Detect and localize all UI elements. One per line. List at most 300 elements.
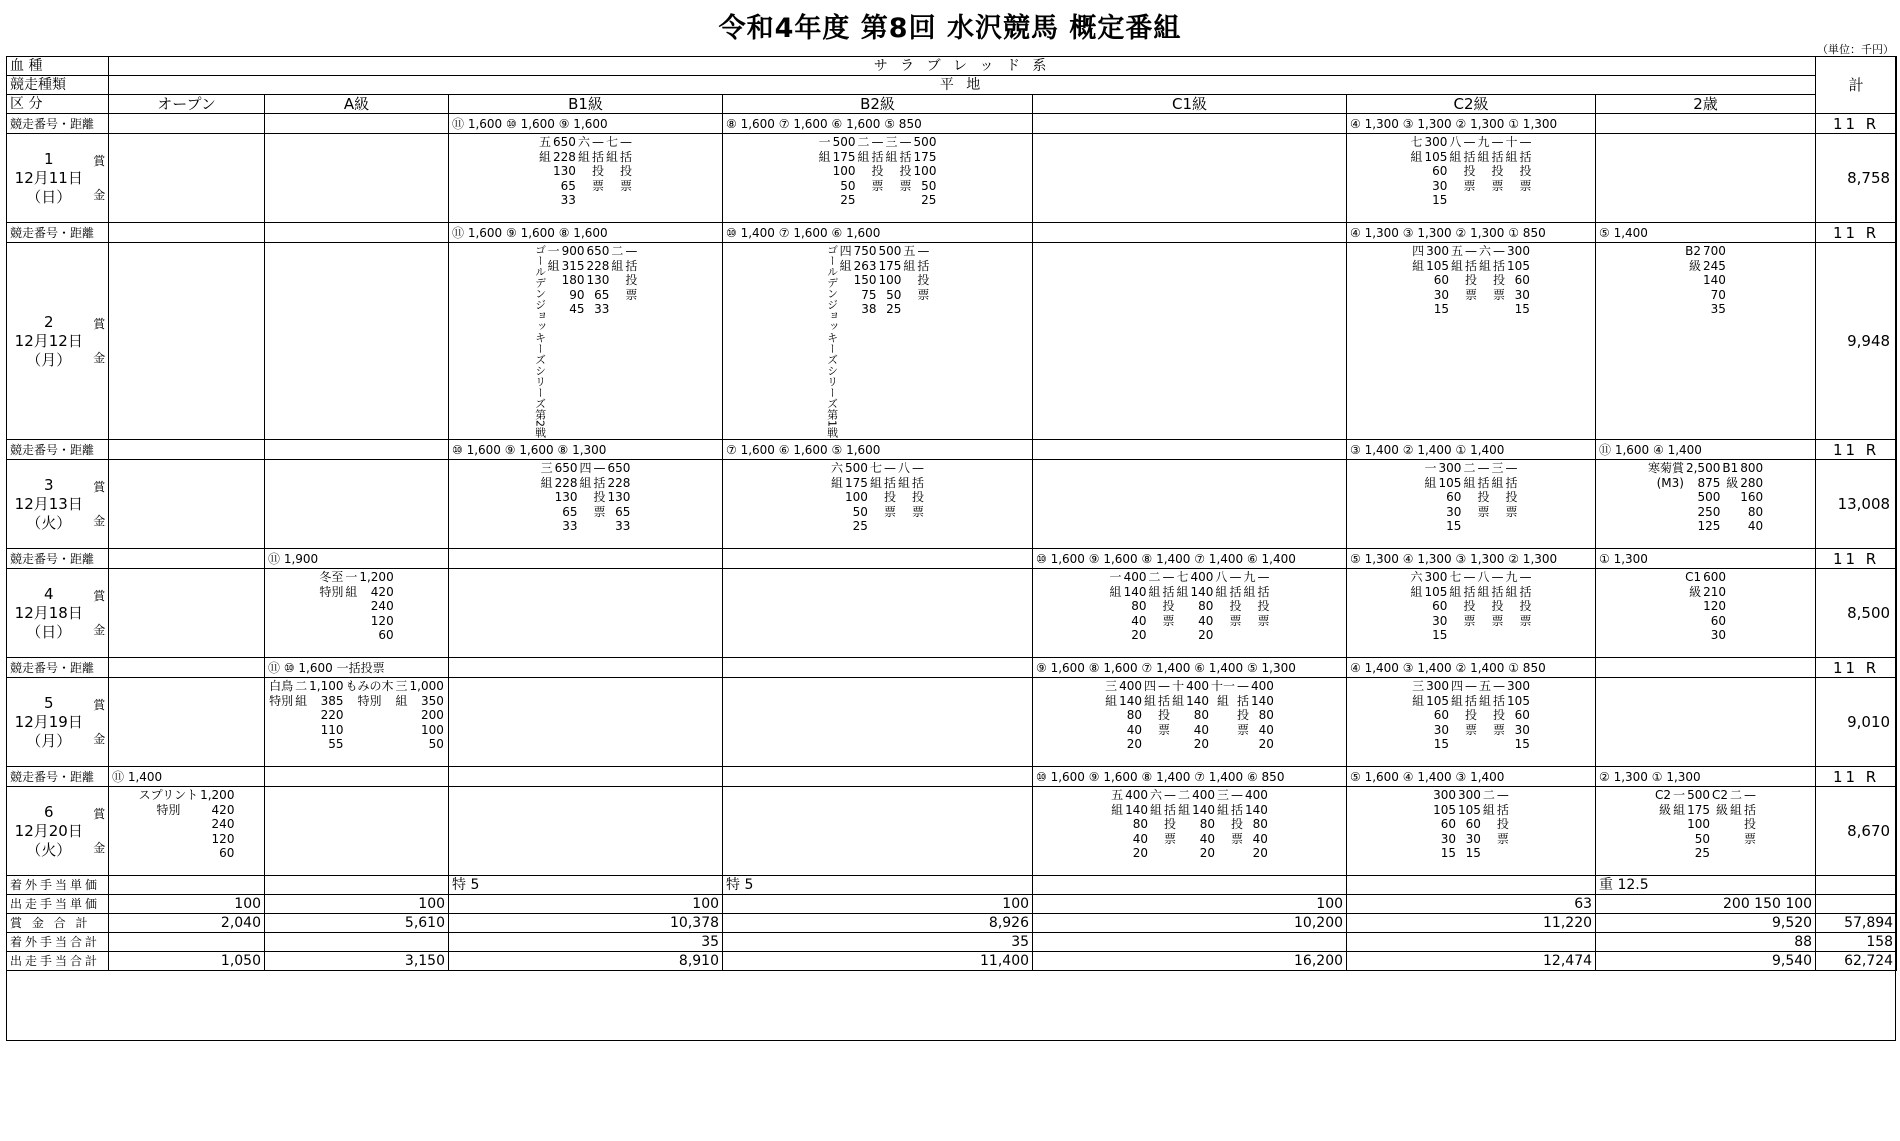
prize-note-char: 二 [1483,788,1495,803]
prize-amount: 228 [553,150,576,165]
summary-value: 10,200 [1033,914,1347,933]
prize-note-char: 五 [1479,679,1491,694]
prize-amount: 100 [410,723,444,738]
summary-label: 着外手当合計 [7,933,109,952]
prize-note-char: 冬至 [319,570,343,585]
prize-amount: 2,500 [1686,461,1720,476]
prize-note-char: 九 [1477,135,1489,150]
prize-note-char: 十 [1505,135,1517,150]
prize-note-char: 一 [819,135,831,150]
prize-note-char: 二 [1730,788,1742,803]
race-distances: ① 1,300 [1596,549,1816,569]
prize-amount: 420 [359,585,393,600]
prize-amount: 60 [1507,708,1530,723]
prize-note-char: 括 [620,150,632,165]
prize-marker-top: 賞 [93,797,107,831]
prize-note-char: 組 [1177,585,1189,600]
race-distances: ⑪ 1,600 ④ 1,400 [1596,440,1816,460]
prize-amount: 110 [309,723,343,738]
prize-amount: 175 [833,150,856,165]
prize-note-char: — [1493,244,1505,259]
prize-note-char: 組 [539,150,551,165]
prize-amount: 50 [833,179,856,194]
prize-note-char: 括 [900,150,912,165]
prize-note-char: 十 [1172,679,1184,694]
prize-amount: 263 [854,259,877,274]
prize-amount: 100 [879,273,902,288]
prize-note-char: 投 [912,490,924,505]
prize-note-char: 票 [594,505,606,520]
day-date: 12月12日 [9,332,89,351]
prize-amount: 420 [200,803,234,818]
prize-amount: 20 [1191,628,1214,643]
summary-value: 5,610 [265,914,449,933]
prize-note-char: — [592,135,604,150]
distance-label: 競走番号・距離 [7,549,109,569]
prize-amount: 140 [1119,694,1142,709]
prize-note-char: 括 [1493,694,1505,709]
prize-note-char: 括 [1465,259,1477,274]
prize-note-char: 七 [1411,135,1423,150]
prize-note-char: 組 [396,694,408,709]
prize-note-char: 票 [1463,179,1475,194]
prize-note-char: 組 [1111,803,1123,818]
summary-value: 1,050 [109,952,265,971]
prize-amount: 33 [555,519,578,534]
prize-note-char: 組 [1411,585,1423,600]
prize-amount: 80 [1119,708,1142,723]
prize-amount: 130 [553,164,576,179]
race-count: 11 R [1816,549,1897,569]
prize-note-char: 組 [548,259,560,274]
prize-note-char: 組 [840,259,852,274]
prize-note-char: 組 [1411,150,1423,165]
prize-note-char: 組 [1483,803,1495,818]
prize-note-char: 組 [1449,150,1461,165]
prize-note-char: 特別 [139,803,199,818]
race-distances: ⑪ ⑩ 1,600 一括投票 [265,658,449,678]
prize-amount: 65 [555,505,578,520]
prize-amount: 140 [1125,803,1148,818]
prize-amount: 650 [587,244,610,259]
prize-note-char: 組 [1172,694,1184,709]
prize-marker-bottom: 金 [93,831,107,865]
prize-note-char: — [884,461,896,476]
special-race-name: ゴールデンジョッキーズシリーズ第1戦 [826,244,838,438]
prize-amount: 33 [553,193,576,208]
prize-note-char: 六 [1479,244,1491,259]
summary-label: 賞 金 合 計 [7,914,109,933]
distance-label: 競走番号・距離 [7,767,109,787]
prize-amount: 140 [1186,694,1209,709]
prize-amount: 60 [1425,599,1448,614]
summary-value: 9,520 [1596,914,1816,933]
prize-note-char: 組 [1730,803,1742,818]
prize-note-char: 投 [900,164,912,179]
prize-amount: 160 [1740,490,1763,505]
prize-amount: 140 [1124,585,1147,600]
prize-note-char: — [900,135,912,150]
prize-note-char: 三 [1105,679,1117,694]
prize-note-char: 票 [1491,179,1503,194]
prize-note-char: 一 [1425,461,1437,476]
prize-note-char: 票 [1505,505,1517,520]
prize-amount: 25 [833,193,856,208]
race-distances: ⑪ 1,600 ⑨ 1,600 ⑧ 1,600 [449,223,723,243]
class-heading: B1級 [449,95,723,114]
prize-amount: 50 [410,737,444,752]
prize-amount: 80 [1740,505,1763,520]
race-distances: ⑩ 1,600 ⑨ 1,600 ⑧ 1,400 ⑦ 1,400 ⑥ 1,400 [1033,549,1347,569]
day-dow: （日） [9,188,89,207]
prize-amount: 15 [1426,302,1449,317]
prize-amount: 30 [1507,723,1530,738]
prize-amount: 60 [1425,164,1448,179]
class-heading: 2歳 [1596,95,1816,114]
prize-amount: 105 [1507,694,1530,709]
prize-amount: 80 [1192,817,1215,832]
summary-total: 158 [1816,933,1897,952]
blood-value: サ ラ ブ レ ッ ド 系 [109,57,1816,76]
prize-marker-top: 賞 [93,579,107,613]
prize-note-char: 組 [1148,585,1160,600]
summary-label: 着外手当単価 [7,876,109,895]
class-heading: C2級 [1347,95,1596,114]
prize-note-char: — [625,244,637,259]
distance-label: 競走番号・距離 [7,440,109,460]
prize-note-char: 投 [592,164,604,179]
prize-note-char: 括 [1520,585,1532,600]
prize-amount: 385 [309,694,343,709]
prize-note-char: 括 [1493,259,1505,274]
prize-amount: 150 [854,273,877,288]
summary-value: 12,474 [1347,952,1596,971]
unit-note: （単位：千円） [1817,41,1894,57]
prize-amount: 50 [845,505,868,520]
prize-note-char: 十一 [1211,679,1235,694]
prize-note-char: 票 [1463,614,1475,629]
prize-note-char: 七 [606,135,618,150]
distance-label: 競走番号・距離 [7,658,109,678]
prize-note-char: 票 [872,179,884,194]
prize-note-char: 特別 [269,694,293,709]
prize-note-char: 三 [396,679,408,694]
prize-amount: 65 [553,179,576,194]
prize-amount: 400 [1245,788,1268,803]
prize-amount: 120 [359,614,393,629]
summary-value: 16,200 [1033,952,1347,971]
prize-amount: 25 [845,519,868,534]
prize-note-char: 五 [1451,244,1463,259]
prize-note-char: 四 [1412,244,1424,259]
prize-note-char: 四 [1144,679,1156,694]
prize-amount: 228 [608,476,631,491]
prize-note-char: 票 [1493,288,1505,303]
prize-note-char: 括 [1158,694,1170,709]
prize-marker-bottom: 金 [93,504,107,538]
prize-note-char: 五 [903,244,915,259]
prize-amount: 240 [200,817,234,832]
summary-value: 63 [1347,895,1596,914]
prize-note-char: 票 [1497,832,1509,847]
prize-note-char: 投 [1164,817,1176,832]
prize-amount: 900 [562,244,585,259]
race-distances: ⑦ 1,600 ⑥ 1,600 ⑤ 1,600 [723,440,1033,460]
prize-amount: 80 [1125,817,1148,832]
prize-amount: 140 [1703,273,1726,288]
prize-amount: C2 [1712,788,1728,803]
prize-note-char: 組 [886,150,898,165]
prize-note-char: 組 [1463,476,1475,491]
prize-amount: 80 [1251,708,1274,723]
prize-note-char: 組 [1178,803,1190,818]
prize-note-char: — [1465,679,1477,694]
prize-note-char: 組 [1425,476,1437,491]
prize-note-char: 組 [1144,694,1156,709]
prize-note-char: 括 [1162,585,1174,600]
prize-note-char: 八 [1477,570,1489,585]
prize-amount: 30 [1433,832,1456,847]
prize-amount: 60 [1439,490,1462,505]
prize-note-char: 票 [1493,723,1505,738]
prize-amount: B1 [1722,461,1738,476]
day-dow: （火） [9,514,89,533]
type-value: 平 地 [109,76,1816,95]
prize-note-char: — [1491,135,1503,150]
summary-total: 62,724 [1816,952,1897,971]
race-distances: ⑪ 1,900 [265,549,449,569]
prize-amount: 140 [1251,694,1274,709]
prize-note-char: 括 [1257,585,1269,600]
prize-amount: 650 [608,461,631,476]
prize-amount: 350 [410,694,444,709]
summary-value: 2,040 [109,914,265,933]
prize-amount: 寒菊賞 [1648,461,1684,476]
prize-amount: 80 [1186,708,1209,723]
prize-amount: 228 [555,476,578,491]
day-num: 1 [9,150,89,169]
prize-amount: 70 [1703,288,1726,303]
prize-note-char: 組 [580,476,592,491]
race-count: 11 R [1816,658,1897,678]
prize-amount: 105 [1425,585,1448,600]
prize-amount: 130 [555,490,578,505]
prize-note-char: 組 [1505,150,1517,165]
summary-value: 35 [449,933,723,952]
prize-note-char: 五 [539,135,551,150]
class-heading: C1級 [1033,95,1347,114]
day-date: 12月19日 [9,713,89,732]
prize-note-char: 票 [1520,179,1532,194]
race-distances: ④ 1,300 ③ 1,300 ② 1,300 ① 850 [1347,223,1596,243]
prize-amount: 15 [1507,737,1530,752]
prize-amount: 175 [879,259,902,274]
prize-note-char: — [1465,244,1477,259]
prize-note-char: 投 [1257,599,1269,614]
prize-amount: 60 [1458,817,1481,832]
page-title: 令和4年度 第8回 水沢競馬 概定番組 [0,6,1900,45]
prize-note-char: 投 [1237,708,1249,723]
summary-value: 8,926 [723,914,1033,933]
prize-note-char: 括 [1229,585,1241,600]
prize-amount: 400 [1125,788,1148,803]
prize-note-char: 三 [1491,461,1503,476]
prize-marker-bottom: 金 [93,613,107,647]
prize-note-char: 票 [1465,288,1477,303]
prize-note-char: 投 [917,273,929,288]
prize-amount: 280 [1740,476,1763,491]
prize-amount: 650 [553,135,576,150]
prize-amount: 20 [1119,737,1142,752]
prize-amount: 700 [1703,244,1726,259]
prize-amount: 30 [1426,288,1449,303]
prize-amount: 400 [1124,570,1147,585]
prize-note-char: — [1257,570,1269,585]
summary-value: 200 150 100 [1596,895,1816,914]
day-date: 12月18日 [9,604,89,623]
class-heading: B2級 [723,95,1033,114]
prize-amount: 25 [879,302,902,317]
class-heading: A級 [265,95,449,114]
prize-note-char: 票 [1231,832,1243,847]
prize-note-char: 投 [1744,817,1756,832]
prize-note-char: 投 [884,490,896,505]
prize-amount: 30 [1703,628,1726,643]
distance-label: 競走番号・距離 [7,114,109,134]
prize-amount: 25 [914,193,937,208]
prize-amount: 50 [914,179,937,194]
prize-note-char: 組 [1449,585,1461,600]
prize-note-char: 組 [1412,259,1424,274]
table-frame [6,56,1896,1041]
prize-amount: 級 [1655,803,1671,818]
prize-note-char: 一 [1110,570,1122,585]
class-label: 区 分 [7,95,109,114]
prize-note-char: 票 [1257,614,1269,629]
prize-note-char: 組 [1412,694,1424,709]
summary-value: 特 5 [449,876,723,895]
prize-note-char: — [1229,570,1241,585]
prize-amount: 55 [309,737,343,752]
prize-note-char: 票 [912,505,924,520]
prize-amount: 40 [1124,614,1147,629]
prize-amount: 1,100 [309,679,343,694]
prize-amount: 20 [1251,737,1274,752]
prize-note-char: 括 [1497,803,1509,818]
prize-note-char: 三 [886,135,898,150]
prize-amount: 60 [1426,708,1449,723]
prize-amount: 38 [854,302,877,317]
prize-note-char: 組 [819,150,831,165]
prize-amount: 140 [1191,585,1214,600]
prize-note-char: 四 [840,244,852,259]
prize-note-char: 特別 [319,585,343,600]
day-num: 3 [9,476,89,495]
prize-note-char: 括 [592,150,604,165]
prize-amount: 35 [1703,302,1726,317]
prize-amount: 15 [1507,302,1530,317]
prize-note-char: 組 [1451,259,1463,274]
prize-amount: 40 [1186,723,1209,738]
prize-amount: 400 [1192,788,1215,803]
prize-amount: (M3) [1648,476,1684,491]
prize-marker-top: 賞 [93,144,107,178]
prize-note-char: 投 [1493,273,1505,288]
class-heading: オープン [109,95,265,114]
prize-amount: 30 [1425,614,1448,629]
prize-amount: 80 [1245,817,1268,832]
prize-amount: 15 [1433,846,1456,861]
prize-amount: 40 [1192,832,1215,847]
summary-value: 88 [1596,933,1816,952]
prize-amount: 245 [1703,259,1726,274]
summary-value: 8,910 [449,952,723,971]
prize-note-char: 投 [1477,490,1489,505]
prize-amount: 40 [1251,723,1274,738]
summary-value: 11,400 [723,952,1033,971]
prize-amount: 105 [1507,259,1530,274]
race-count: 11 R [1816,440,1897,460]
prize-amount: 140 [1245,803,1268,818]
prize-note-char: 二 [1148,570,1160,585]
prize-amount: 400 [1251,679,1274,694]
prize-amount: 65 [608,505,631,520]
prize-note-char: 括 [1463,150,1475,165]
prize-note-char: 投 [1463,164,1475,179]
prize-note-char: — [1744,788,1756,803]
prize-note-char: 票 [1164,832,1176,847]
prize-note-char: 組 [831,476,843,491]
prize-amount: 33 [587,302,610,317]
prize-note-char: 二 [295,679,307,694]
prize-amount: 15 [1426,737,1449,752]
summary-value: 3,150 [265,952,449,971]
prize-note-char: 一 [548,244,560,259]
race-distances: ⑨ 1,600 ⑧ 1,600 ⑦ 1,400 ⑥ 1,400 ⑤ 1,300 [1033,658,1347,678]
prize-amount: 20 [1186,737,1209,752]
prize-note-char: — [1231,788,1243,803]
prize-amount: 15 [1425,628,1448,643]
prize-amount: 級 [1685,585,1701,600]
prize-marker-top: 賞 [93,470,107,504]
prize-note-char: 三 [1412,679,1424,694]
prize-amount: 60 [1433,817,1456,832]
prize-note-char: 組 [1217,803,1229,818]
prize-note-char: 組 [606,150,618,165]
prize-note-char: 二 [1178,788,1190,803]
prize-amount: 125 [1686,519,1720,534]
prize-note-char: 括 [625,259,637,274]
prize-amount: 30 [1507,288,1530,303]
day-total: 8,670 [1816,787,1897,876]
prize-note-char: 組 [1110,585,1122,600]
prize-note-char: 六 [831,461,843,476]
prize-amount: 300 [1507,679,1530,694]
race-count: 11 R [1816,114,1897,134]
day-dow: （月） [9,351,89,370]
prize-amount: 210 [1703,585,1726,600]
prize-amount: 1,000 [410,679,444,694]
prize-amount: 220 [309,708,343,723]
prize-note-char: 八 [1449,135,1461,150]
prize-note-char: 投 [1491,164,1503,179]
prize-amount: 228 [587,259,610,274]
prize-note-char: 括 [594,476,606,491]
day-date: 12月13日 [9,495,89,514]
prize-amount: 級 [1712,803,1728,818]
prize-note-char: 組 [345,585,357,600]
prize-amount: 65 [587,288,610,303]
